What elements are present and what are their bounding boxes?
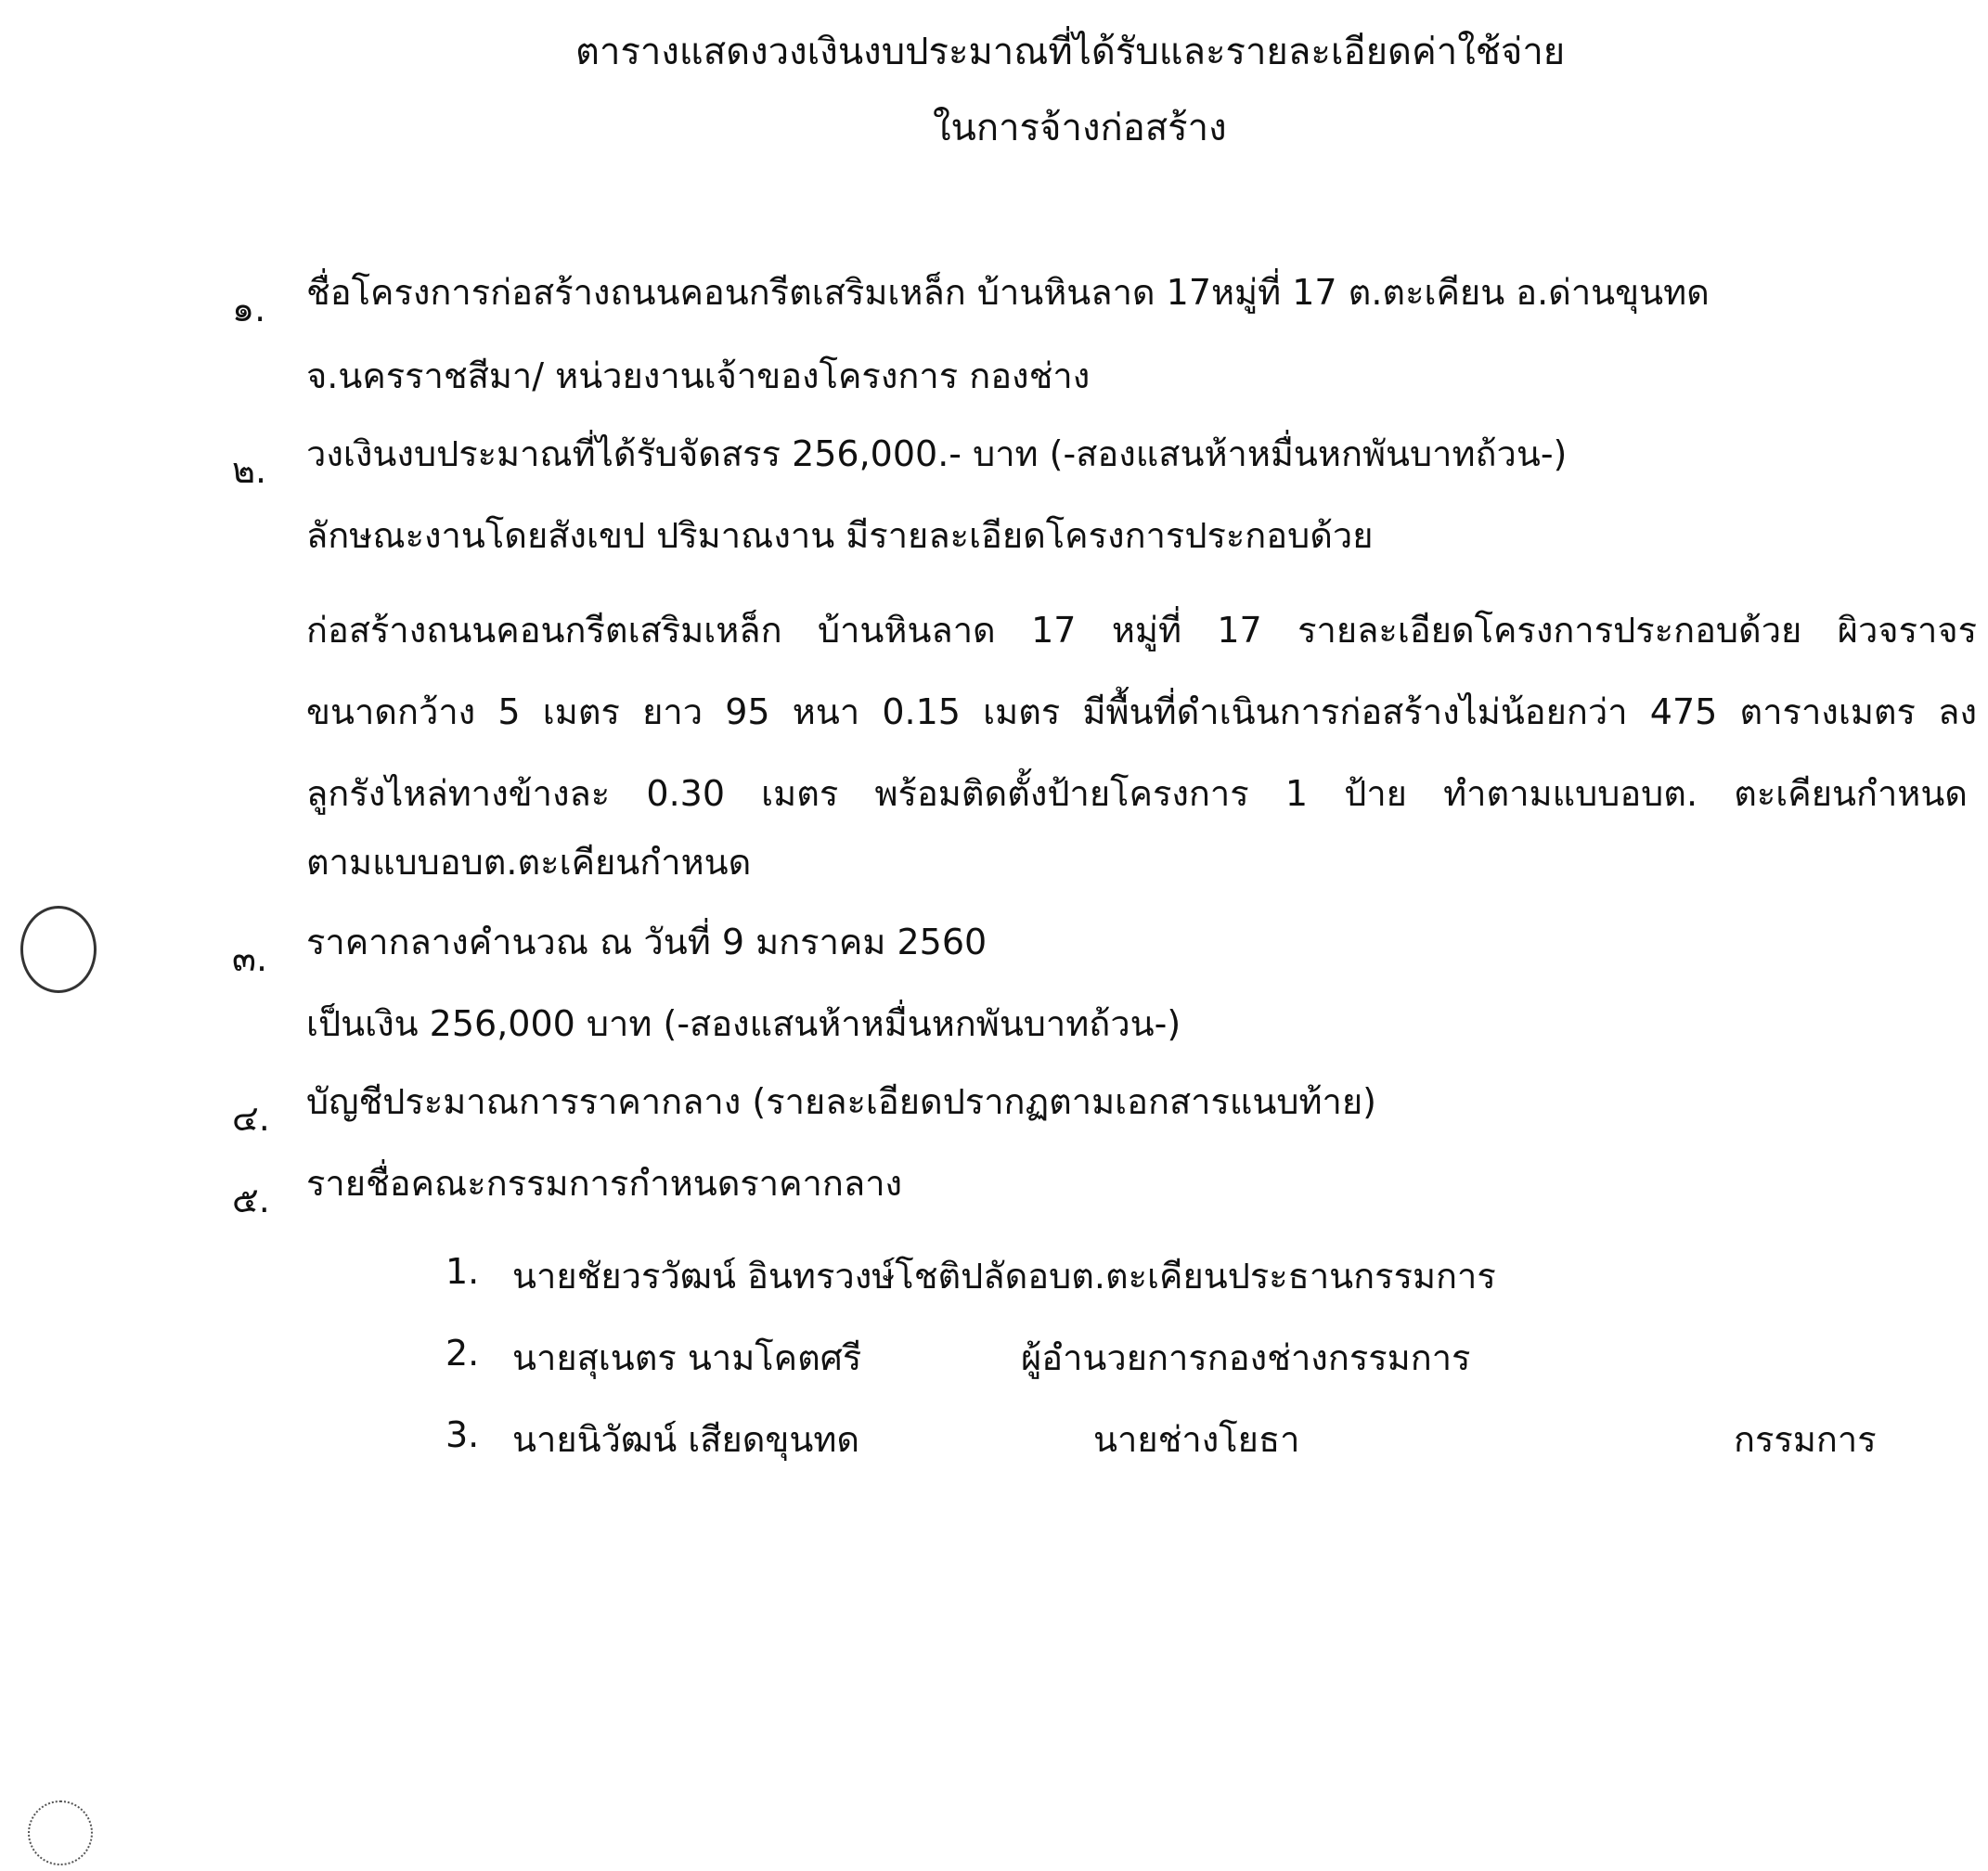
punch-hole-icon <box>20 906 97 993</box>
item-5-line-1: รายชื่อคณะกรรมการกำหนดราคากลาง <box>306 1163 903 1204</box>
committee-member-position: นายช่างโยธา <box>1093 1419 1300 1460</box>
item-2-line-4: ขนาดกว้าง 5 เมตร ยาว 95 หนา 0.15 เมตร มีพื้นที่ดำเนินการก่อสร้างไม่น้อยกว่า 475 ตารางเมตร ลง <box>306 691 1977 732</box>
item-2-line-5: ลูกรังไหล่ทางข้างละ 0.30 เมตร พร้อมติดตั้งป้ายโครงการ 1 ป้าย ทำตามแบบอบต. ตะเคียนกำหนด <box>306 773 1968 814</box>
document-subtitle: ในการจ้างก่อสร้าง <box>933 107 1227 149</box>
item-2-line-1: วงเงินงบประมาณที่ได้รับจัดสรร 256,000.- บาท (-สองแสนห้าหมื่นหกพันบาทถ้วน-) <box>306 433 1568 474</box>
item-3-line-1: ราคากลางคำนวณ ณ วันที่ 9 มกราคม 2560 <box>306 922 988 962</box>
committee-number: 3. <box>445 1414 480 1455</box>
committee-member-role: กรรมการ <box>1734 1419 1877 1460</box>
punch-hole-icon <box>28 1800 93 1865</box>
committee-member-name: นายชัยวรวัฒน์ อินทรวงษ์โชติปลัดอบต.ตะเคียนประธานกรรมการ <box>512 1256 1496 1297</box>
item-2-line-6: ตามแบบอบต.ตะเคียนกำหนด <box>306 842 752 883</box>
item-number: ๑. <box>232 289 266 329</box>
committee-number: 1. <box>445 1251 480 1292</box>
item-1-line-2: จ.นครราชสีมา/ หน่วยงานเจ้าของโครงการ กองช่าง <box>306 355 1091 396</box>
item-2-line-2: ลักษณะงานโดยสังเขป ปริมาณงาน มีรายละเอียดโครงการประกอบด้วย <box>306 515 1374 556</box>
item-number: ๔. <box>232 1098 270 1139</box>
committee-member-name: นายนิวัฒน์ เสียดขุนทด <box>512 1419 860 1460</box>
item-1-line-1: ชื่อโครงการก่อสร้างถนนคอนกรีตเสริมเหล็ก บ้านหินลาด 17หมู่ที่ 17 ต.ตะเคียน อ.ด่านขุนทด <box>306 272 1710 313</box>
item-number: ๕. <box>232 1180 270 1220</box>
document-title: ตารางแสดงวงเงินงบประมาณที่ได้รับและรายละเอียดค่าใช้จ่าย <box>575 31 1566 73</box>
item-number: ๓. <box>232 938 268 979</box>
item-4-line-1: บัญชีประมาณการราคากลาง (รายละเอียดปรากฏตามเอกสารแนบท้าย) <box>306 1081 1376 1122</box>
committee-member-name: นายสุเนตร นามโคตศรี <box>512 1337 862 1378</box>
committee-member-position: ผู้อำนวยการกองช่างกรรมการ <box>1021 1337 1471 1378</box>
committee-number: 2. <box>445 1333 480 1374</box>
item-2-line-3: ก่อสร้างถนนคอนกรีตเสริมเหล็ก บ้านหินลาด 17 หมู่ที่ 17 รายละเอียดโครงการประกอบด้วย ผิวจราจร <box>306 610 1977 651</box>
item-number: ๒. <box>232 450 267 491</box>
item-3-line-2: เป็นเงิน 256,000 บาท (-สองแสนห้าหมื่นหกพันบาทถ้วน-) <box>306 1003 1181 1044</box>
